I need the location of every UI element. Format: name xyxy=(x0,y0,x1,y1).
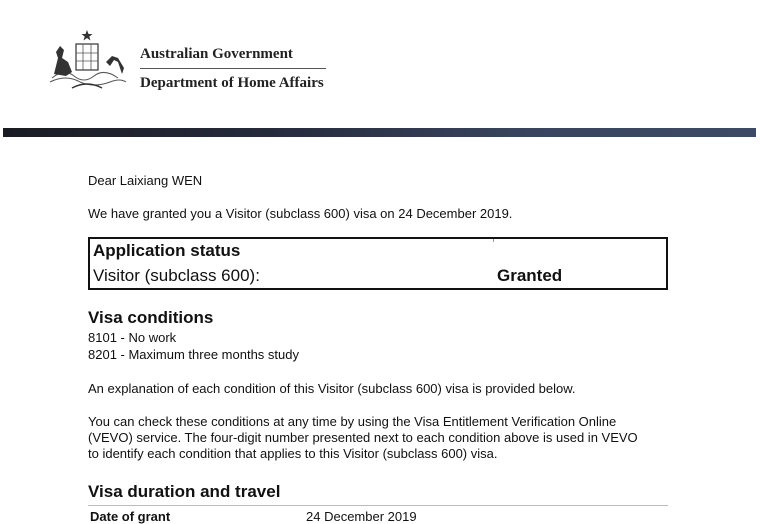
application-status-box xyxy=(88,237,668,290)
condition-item: 8201 - Maximum three months study xyxy=(88,347,299,362)
header-divider xyxy=(140,68,326,69)
department-name: Department of Home Affairs xyxy=(140,75,324,91)
salutation: Dear Laixiang WEN xyxy=(88,173,203,188)
grant-intro: We have granted you a Visitor (subclass 600) visa on 24 December 2019. xyxy=(88,206,513,221)
vevo-note: You can check these conditions at any time by using the Visa Entitlement Verification Online (VEVO) service. The four-digit number presented next to each condition above is used in VEVO to identify each condition that applies to this Visitor (subclass 600) visa. xyxy=(88,414,638,461)
status-visa-label: Visitor (subclass 600): xyxy=(93,266,260,285)
duration-heading: Visa duration and travel xyxy=(88,482,281,501)
grant-date-value: 24 December 2019 xyxy=(306,509,417,524)
header-band xyxy=(3,128,756,137)
status-heading: Application status xyxy=(93,241,241,260)
commonwealth-coat-of-arms-icon xyxy=(44,28,132,92)
condition-item: 8101 - No work xyxy=(88,330,177,345)
status-table-divider xyxy=(493,239,494,242)
duration-divider xyxy=(88,505,668,506)
grant-date-label: Date of grant xyxy=(90,509,171,524)
status-value: Granted xyxy=(497,266,563,285)
conditions-heading: Visa conditions xyxy=(88,308,214,327)
conditions-explanation: An explanation of each condition of this Visitor (subclass 600) visa is provided below. xyxy=(88,381,576,396)
government-name: Australian Government xyxy=(140,46,293,62)
